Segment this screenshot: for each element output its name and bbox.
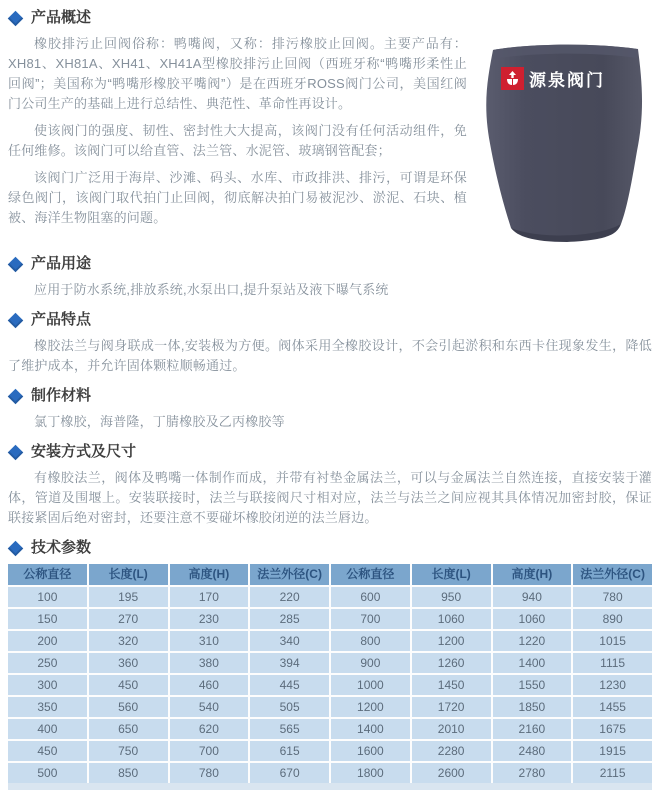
table-header-cell: 公称直径 [331, 564, 410, 585]
paragraph: 橡胶法兰与阀身联成一体,安装极为方便。阀体采用全橡胶设计，不会引起淤积和东西卡住现象发生，降低了维护成本，并允许固体颗粒顺畅通过。 [8, 338, 652, 373]
section-title: 产品概述 [31, 9, 92, 26]
table-cell: 700 [170, 741, 249, 761]
tech-table-grid [8, 564, 652, 783]
table-cell: 620 [170, 719, 249, 739]
table-cell: 2115 [573, 763, 652, 783]
paragraph: 该阀门广泛用于海岸、沙滩、码头、水库、市政排洪、排污，可谓是环保绿色阀门，该阀门取代拍门止回阀，彻底解决拍门易被泥沙、淤泥、石块、植被、海洋生物阻塞的问题。 [8, 170, 467, 225]
table-cell: 1060 [412, 609, 491, 629]
table-cell: 1720 [412, 697, 491, 717]
section-heading-row [10, 254, 652, 274]
table-cell: 150 [8, 609, 87, 629]
table-cell: 360 [89, 653, 168, 673]
table-cell: 1400 [493, 653, 572, 673]
table-cell: 1600 [331, 741, 410, 761]
table-cell: 200 [8, 631, 87, 651]
table-cell: 445 [250, 675, 329, 695]
section-title: 产品用途 [31, 255, 92, 272]
section-materials [8, 386, 652, 432]
table-cell: 600 [331, 587, 410, 607]
diamond-bullet-icon [8, 312, 24, 328]
table-header-cell: 公称直径 [8, 564, 87, 585]
table-cell: 565 [250, 719, 329, 739]
table-header-cell: 高度(H) [170, 564, 249, 585]
table-cell: 1200 [412, 631, 491, 651]
table-cell: 1060 [493, 609, 572, 629]
table-cell: 320 [89, 631, 168, 651]
table-cell: 700 [331, 609, 410, 629]
table-cell: 850 [89, 763, 168, 783]
section-heading-row [10, 310, 652, 330]
table-cell: 300 [8, 675, 87, 695]
table-cell: 500 [8, 763, 87, 783]
paragraph: 有橡胶法兰，阀体及鸭嘴一体制作而成，并带有衬垫金属法兰，可以与金属法兰自然连接，直接安装于灌体，管道及围堰上。安装联接时，法兰与联接阀尺寸相对应，法兰与法兰之间应视其具体情况加密封胶，保证联接紧固后绝对密封，还要注意不要碰坏橡胶闭逆的法兰唇边。 [8, 470, 652, 525]
table-cell: 450 [8, 741, 87, 761]
table-header-cell: 长度(L) [89, 564, 168, 585]
table-cell: 1015 [573, 631, 652, 651]
table-cell: 1915 [573, 741, 652, 761]
table-cell: 780 [573, 587, 652, 607]
table-cell: 1000 [331, 675, 410, 695]
diamond-bullet-icon [8, 540, 24, 556]
table-cell: 2480 [493, 741, 572, 761]
table-cell: 394 [250, 653, 329, 673]
section-tech-parameters [8, 538, 652, 790]
table-cell: 900 [331, 653, 410, 673]
table-cell: 950 [412, 587, 491, 607]
table-cell: 2280 [412, 741, 491, 761]
paragraph: 氯丁橡胶，海普隆，丁腈橡胶及乙丙橡胶等 [34, 414, 285, 429]
table-cell: 340 [250, 631, 329, 651]
table-cell: 1220 [493, 631, 572, 651]
tech-parameters-table [8, 564, 652, 790]
table-cell: 285 [250, 609, 329, 629]
diamond-bullet-icon [8, 388, 24, 404]
table-cell: 560 [89, 697, 168, 717]
table-cell: 800 [331, 631, 410, 651]
section-heading-row [10, 538, 652, 558]
diamond-bullet-icon [8, 10, 24, 26]
table-cell: 1675 [573, 719, 652, 739]
table-header-cell: 法兰外径(C) [250, 564, 329, 585]
section-heading-row [10, 386, 652, 406]
paragraph: 使该阀门的强度、韧性、密封性大大提高，该阀门没有任何活动组件，免任何维修。该阀门可以给直管、法兰管、水泥管、玻璃钢管配套； [8, 123, 467, 158]
table-cell: 400 [8, 719, 87, 739]
section-installation [8, 442, 652, 528]
paragraph: 应用于防水系统,排放系统,水泵出口,提升泵站及液下曝气系统 [34, 282, 389, 297]
table-cell: 230 [170, 609, 249, 629]
table-cell: 2600 [412, 763, 491, 783]
table-cell: 1200 [331, 697, 410, 717]
table-cell: 250 [8, 653, 87, 673]
table-cell: 460 [170, 675, 249, 695]
paragraph: 橡胶排污止回阀俗称：鸭嘴阀，又称：排污橡胶止回阀。主要产品有：XH81、XH81A、XH41、XH41A型橡胶排污止回阀（西班牙称“鸭嘴形柔性止回阀”；美国称为“鸭嘴形橡胶平嘴阀”）是在西班牙ROSS阀门公司，美国红阀门公司生产的基础上进行总结性、典范性、革命性再设计。 [8, 36, 467, 111]
table-cell: 670 [250, 763, 329, 783]
table-cell: 615 [250, 741, 329, 761]
table-cell: 1850 [493, 697, 572, 717]
table-cell: 1400 [331, 719, 410, 739]
table-cell: 650 [89, 719, 168, 739]
table-header-cell: 长度(L) [412, 564, 491, 585]
section-heading-row [10, 442, 652, 462]
brand-logo [501, 66, 605, 91]
section-title: 制作材料 [31, 387, 92, 404]
table-cell: 195 [89, 587, 168, 607]
table-cell: 170 [170, 587, 249, 607]
table-cell: 270 [89, 609, 168, 629]
table-cell: 350 [8, 697, 87, 717]
table-cell: 940 [493, 587, 572, 607]
section-title: 技术参数 [31, 539, 92, 556]
section-product-overview [8, 8, 652, 228]
table-cell: 2160 [493, 719, 572, 739]
table-header-cell: 法兰外径(C) [573, 564, 652, 585]
product-photo [477, 36, 652, 248]
section-title: 安装方式及尺寸 [31, 443, 137, 460]
table-cell: 1260 [412, 653, 491, 673]
section-title: 产品特点 [31, 311, 92, 328]
table-cell: 890 [573, 609, 652, 629]
table-cell: 2780 [493, 763, 572, 783]
table-cell: 1230 [573, 675, 652, 695]
table-cell: 1450 [412, 675, 491, 695]
table-cell: 540 [170, 697, 249, 717]
table-cell: 310 [170, 631, 249, 651]
table-cell: 380 [170, 653, 249, 673]
table-cell: 100 [8, 587, 87, 607]
table-cell: 1455 [573, 697, 652, 717]
logo-mark-icon [501, 67, 524, 90]
diamond-bullet-icon [8, 444, 24, 460]
section-product-features [8, 310, 652, 376]
table-cell: 1800 [331, 763, 410, 783]
table-cell: 780 [170, 763, 249, 783]
table-cell: 1550 [493, 675, 572, 695]
table-cell: 450 [89, 675, 168, 695]
table-cell: 220 [250, 587, 329, 607]
table-cell: 505 [250, 697, 329, 717]
section-heading-row [10, 8, 652, 28]
diamond-bullet-icon [8, 256, 24, 272]
table-cell: 2010 [412, 719, 491, 739]
table-header-cell: 高度(H) [493, 564, 572, 585]
table-cell: 750 [89, 741, 168, 761]
table-cell: 1115 [573, 653, 652, 673]
logo-text: 源泉阀门 [529, 71, 605, 90]
